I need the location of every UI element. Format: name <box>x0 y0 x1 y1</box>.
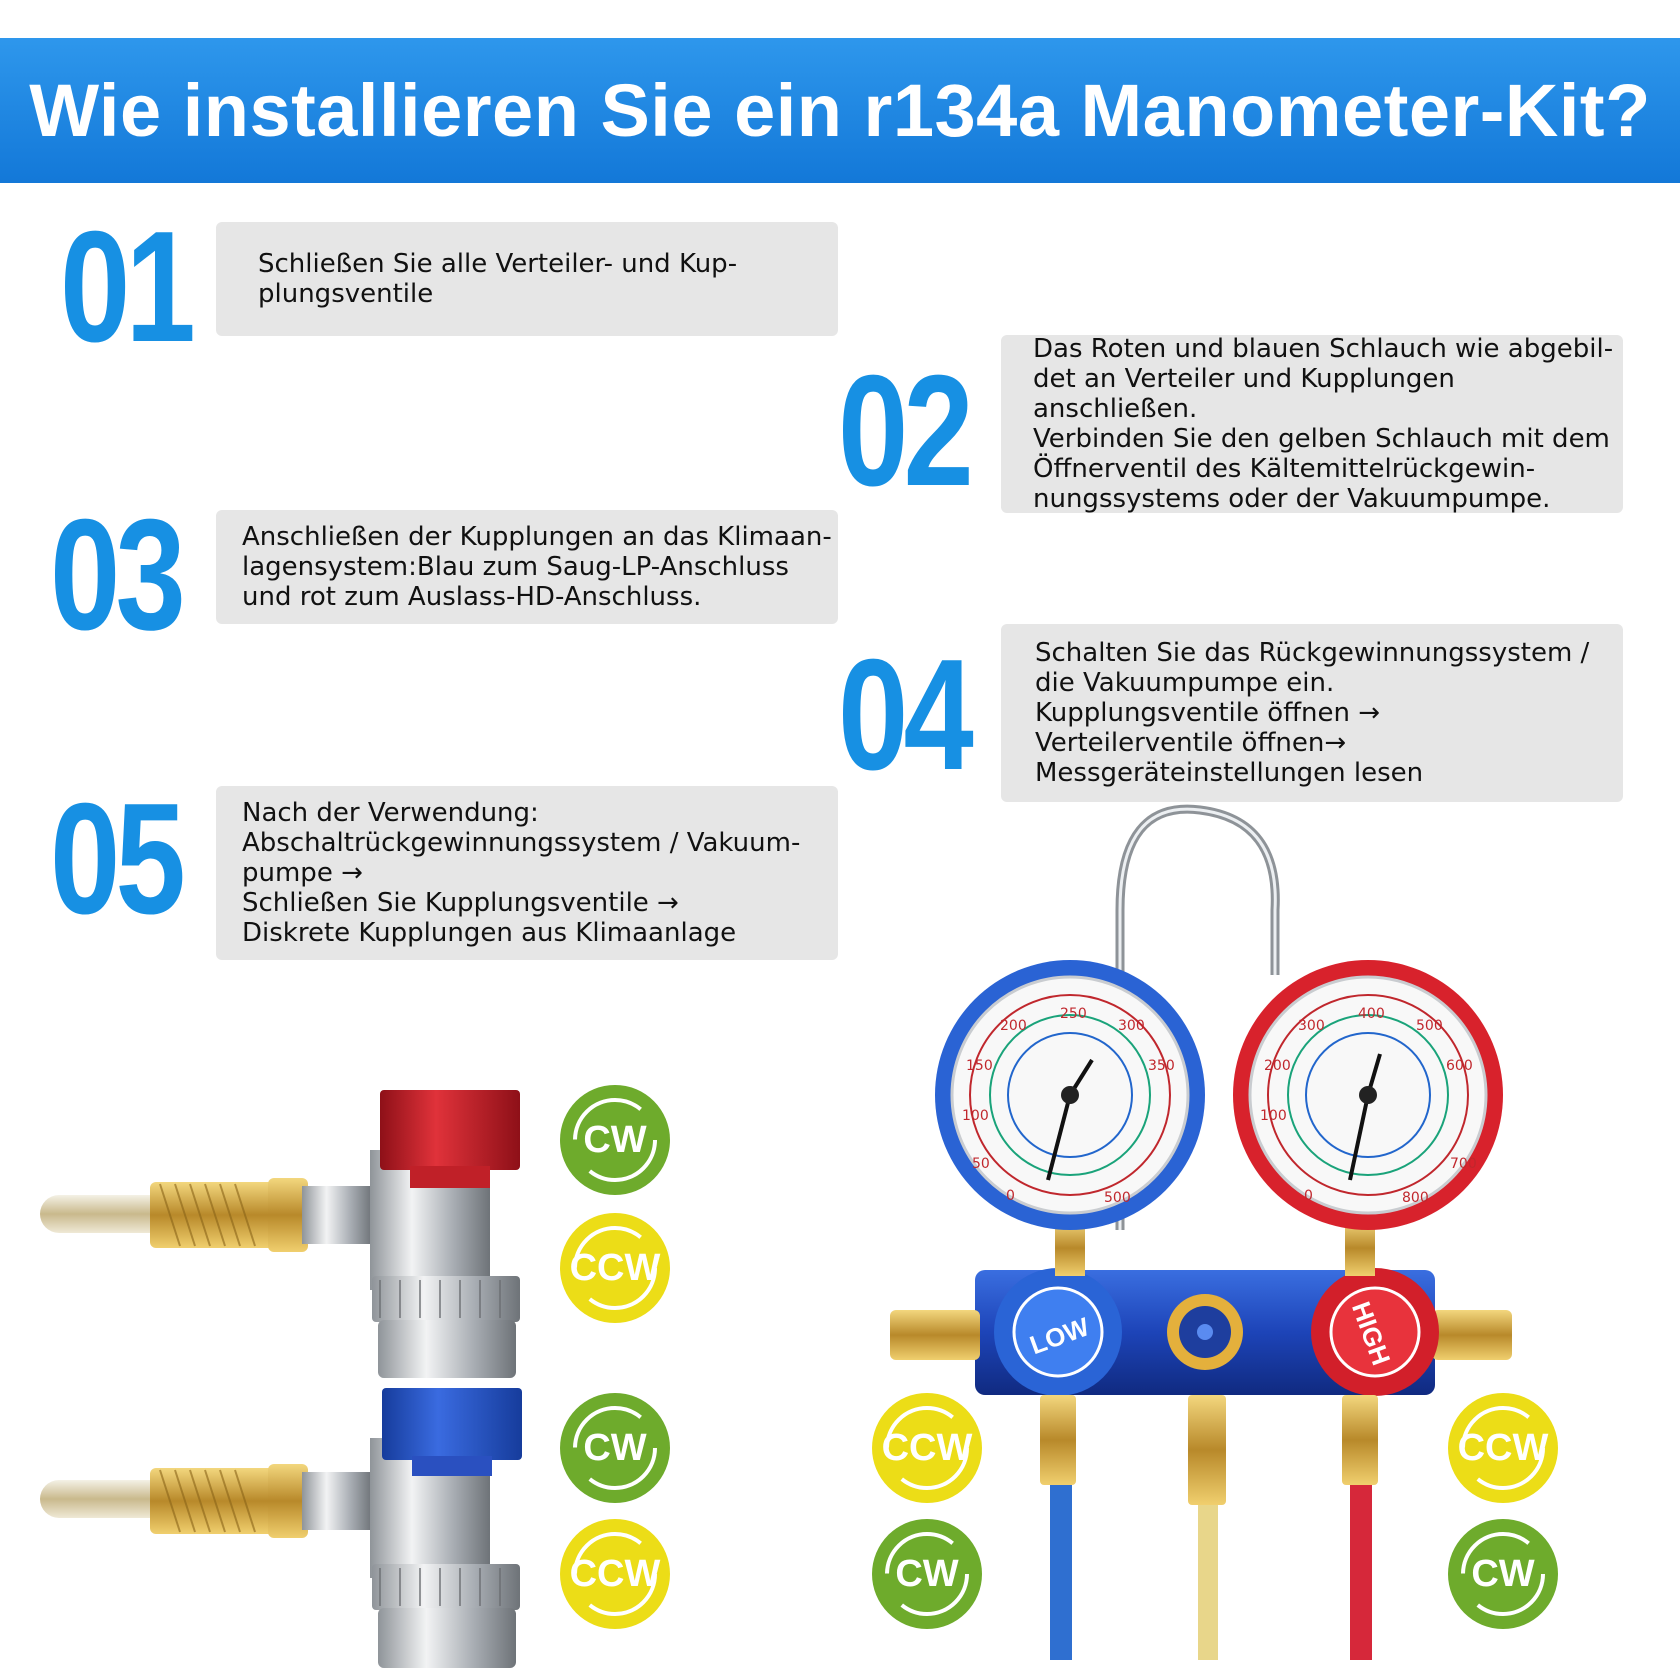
step-number-01: 01 <box>60 199 191 375</box>
ccw-badge-blue-coupler: CCW <box>560 1519 670 1629</box>
low-pressure-gauge <box>935 960 1205 1230</box>
blue-low-side-coupler-image <box>40 1388 580 1678</box>
low-scale-50: 50 <box>972 1156 990 1172</box>
high-pressure-gauge <box>1233 960 1503 1230</box>
low-scale-350: 350 <box>1148 1058 1175 1074</box>
cw-badge-blue-coupler: CW <box>560 1393 670 1503</box>
high-scale-500: 500 <box>1416 1018 1443 1034</box>
high-scale-0: 0 <box>1304 1188 1313 1204</box>
ccw-badge-low-valve: CCW <box>872 1393 982 1503</box>
ccw-badge-high-valve: CCW <box>1448 1393 1558 1503</box>
step-number-02: 02 <box>838 343 969 519</box>
low-scale-300: 300 <box>1118 1018 1145 1034</box>
low-knob-label: LOW <box>1025 1311 1093 1361</box>
low-scale-250: 250 <box>1060 1006 1087 1022</box>
high-scale-600: 600 <box>1446 1058 1473 1074</box>
low-scale-150: 150 <box>966 1058 993 1074</box>
high-scale-800: 800 <box>1402 1190 1429 1206</box>
high-scale-700: 700 <box>1450 1156 1477 1172</box>
step-text-02: Das Roten und blauen Schlauch wie abgebil- det an Verteiler und Kupplungen anschließen. Verbinden Sie den gelben Schlauch mit dem Öffnerventil des Kältemittelrückgewin- nungssystems oder der Vakuumpumpe. <box>1033 334 1614 514</box>
high-scale-400: 400 <box>1358 1006 1385 1022</box>
step-text-01: Schließen Sie alle Verteiler- und Kup- plungsventile <box>258 249 738 309</box>
low-scale-200: 200 <box>1000 1018 1027 1034</box>
high-scale-100: 100 <box>1260 1108 1287 1124</box>
page-title: Wie installieren Sie ein r134a Manometer-Kit? <box>29 69 1651 152</box>
high-scale-200: 200 <box>1264 1058 1291 1074</box>
low-scale-0: 0 <box>1006 1188 1015 1204</box>
low-scale-100: 100 <box>962 1108 989 1124</box>
title-banner <box>0 38 1680 183</box>
step-box-03 <box>216 510 838 624</box>
high-knob-label: HIGH <box>1346 1297 1397 1370</box>
step-number-05: 05 <box>50 771 181 947</box>
step-text-04: Schalten Sie das Rückgewinnungssystem / die Vakuumpumpe ein. Kupplungsventile öffnen → Verteilerventile öffnen→ Messgeräteinstellungen lesen <box>1035 638 1590 788</box>
low-scale-500: 500 <box>1104 1190 1131 1206</box>
cw-badge-high-valve: CW <box>1448 1519 1558 1629</box>
cw-badge-red-coupler: CW <box>560 1085 670 1195</box>
step-text-05: Nach der Verwendung: Abschaltrückgewinnungssystem / Vakuum- pumpe → Schließen Sie Kupplungsventile → Diskrete Kupplungen aus Klimaanlage <box>242 798 801 948</box>
step-box-04 <box>1001 624 1623 802</box>
cw-badge-low-valve: CW <box>872 1519 982 1629</box>
step-number-04: 04 <box>838 627 969 803</box>
step-number-03: 03 <box>50 487 181 663</box>
high-scale-300: 300 <box>1298 1018 1325 1034</box>
step-text-03: Anschließen der Kupplungen an das Klimaan- lagensystem:Blau zum Saug-LP-Anschluss und rot zum Auslass-HD-Anschluss. <box>242 522 832 612</box>
step-box-05 <box>216 786 838 960</box>
step-box-02 <box>1001 335 1623 513</box>
step-box-01 <box>216 222 838 336</box>
red-high-side-coupler-image <box>40 1090 580 1380</box>
ccw-badge-red-coupler: CCW <box>560 1213 670 1323</box>
